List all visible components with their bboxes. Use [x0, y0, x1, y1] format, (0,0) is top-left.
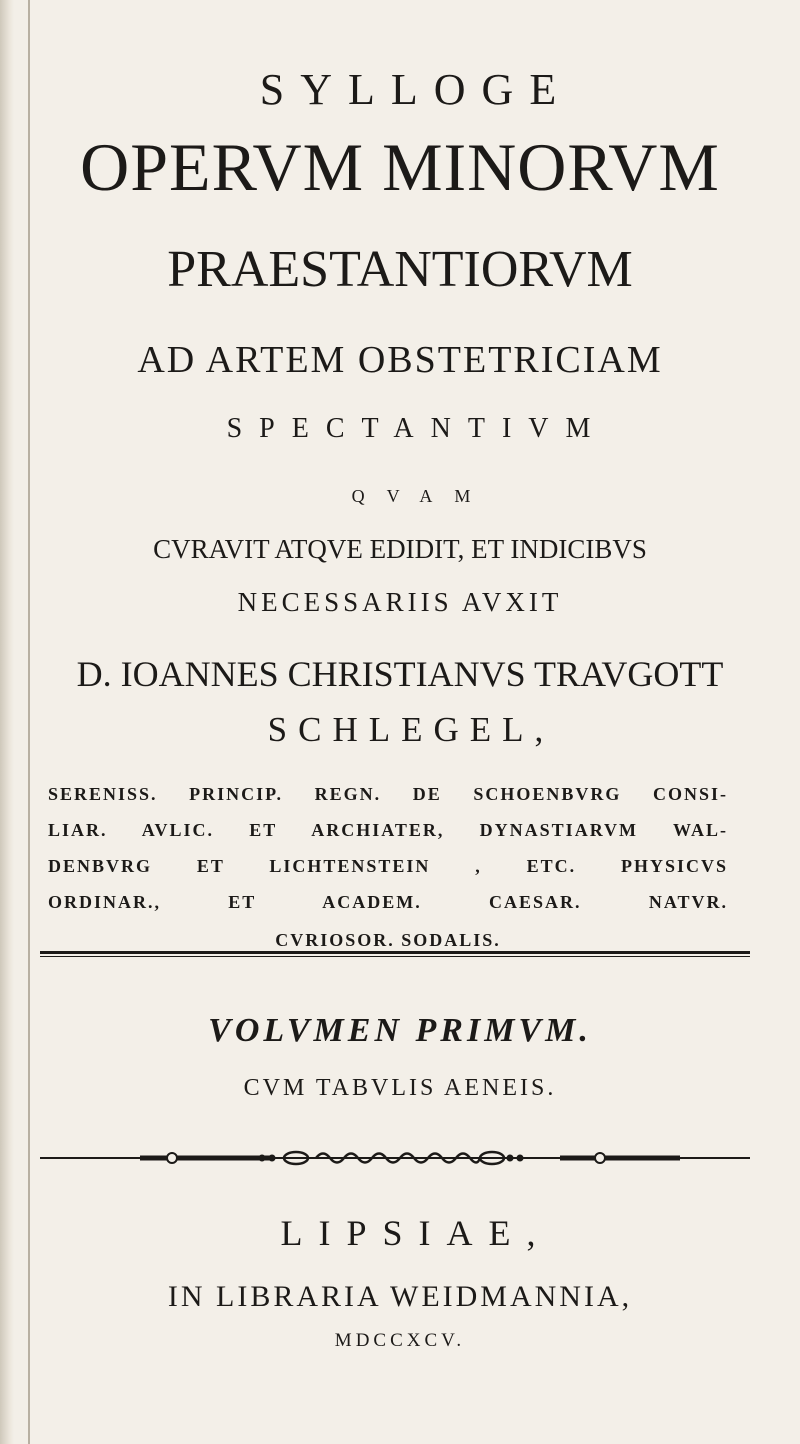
- author-titles-line: CVRIOSOR. SODALIS.: [275, 930, 501, 950]
- word-quam: QVAM: [351, 486, 493, 506]
- author-titles-line: ORDINAR., ET ACADEM. CAESAR. NATVR.: [48, 892, 728, 912]
- author-titles-line: LIAR. AVLIC. ET ARCHIATER, DYNASTIARVM WAL-: [48, 820, 728, 840]
- title-spectantium: SPECTANTIVM: [226, 413, 608, 444]
- volume-label: VOLVMEN PRIMVM.: [208, 1012, 592, 1049]
- place-of-publication: LIPSIAE,: [280, 1213, 552, 1253]
- editor-line-1: CVRAVIT ATQVE EDIDIT, ET INDICIBVS: [153, 534, 647, 564]
- author-surname: SCHLEGEL,: [267, 710, 555, 749]
- author-titles-line: SERENISS. PRINCIP. REGN. DE SCHOENBVRG CONSI-: [48, 784, 728, 804]
- author-titles-line: DENBVRG ET LICHTENSTEIN , ETC. PHYSICVS: [48, 856, 728, 876]
- double-rule: [40, 951, 750, 958]
- editor-line-2: NECESSARIIS AVXIT: [237, 587, 563, 617]
- heading-sylloge: SYLLOGE: [259, 65, 573, 114]
- publication-year: MDCCXCV.: [334, 1330, 466, 1351]
- title-praestantiorum: PRAESTANTIORVM: [167, 241, 633, 298]
- author-titles: [48, 776, 728, 958]
- title-ad-artem: AD ARTEM OBSTETRICIAM: [137, 339, 663, 381]
- publisher: IN LIBRARIA WEIDMANNIA,: [167, 1280, 633, 1313]
- title-operum-minorum: OPERVM MINORVM: [80, 129, 720, 205]
- plates-note: CVM TABVLIS AENEIS.: [243, 1075, 557, 1101]
- author-name: D. IOANNES CHRISTIANVS TRAVGOTT: [76, 654, 724, 694]
- ornamental-rule: [40, 1148, 750, 1168]
